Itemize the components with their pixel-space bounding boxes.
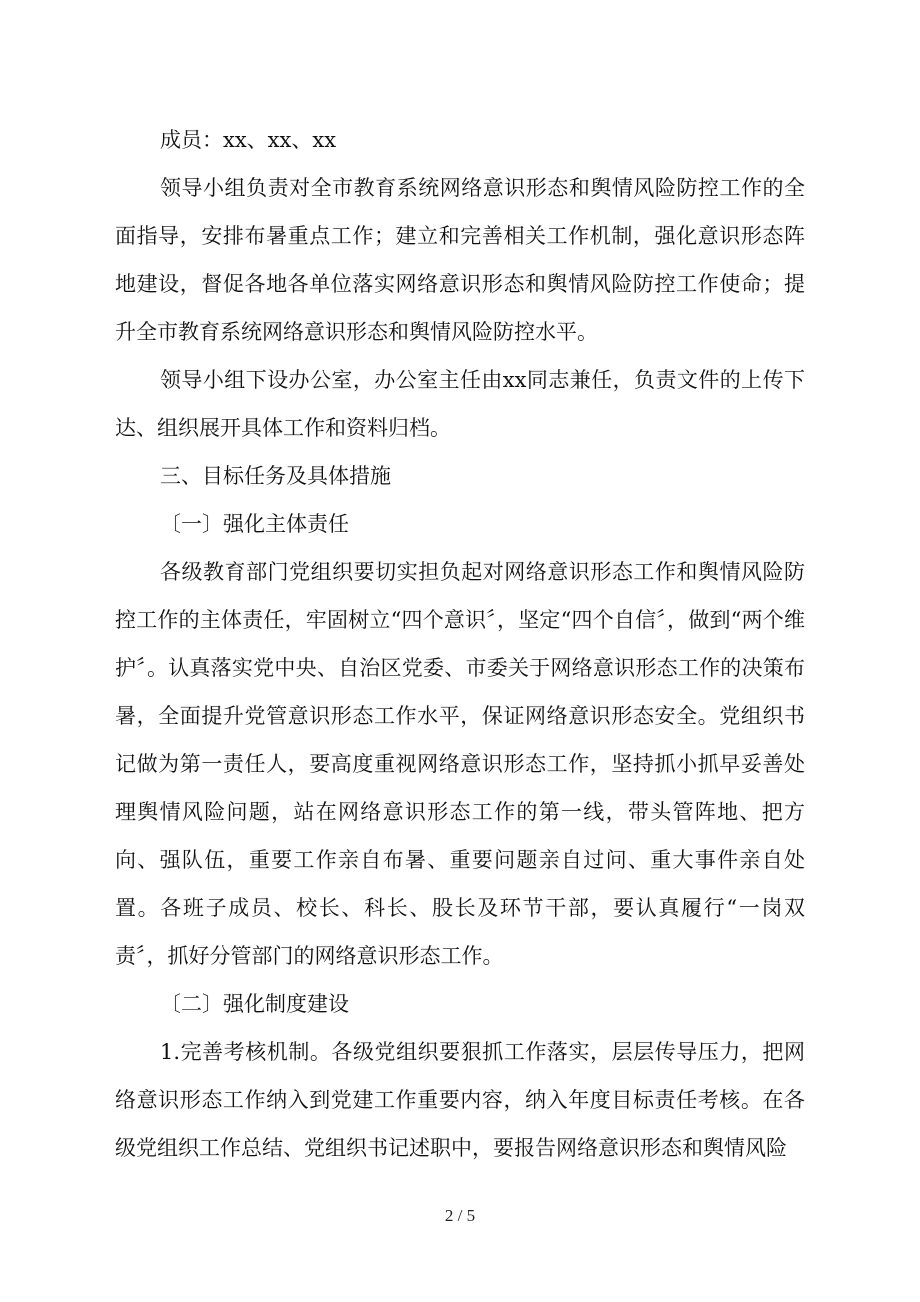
section-heading-3: 三、目标任务及具体措施	[160, 464, 391, 488]
subsection-heading-1: 〔一〕强化主体责任	[160, 512, 349, 536]
page-number: 2 / 5	[444, 1206, 476, 1225]
main-responsibility-paragraph: 各级教育部门党组织要切实担负起对网络意识形态工作和舆情风险防控工作的主体责任，牢固树立“四个意识〞，坚定“四个自信〞，做到“两个维护〞。认真落实党中央、自治区党委、市委关于网络意识形态工作的决策布暑，全面提升党管意识形态工作水平，保证网络意识形态安全。党组织书记做为第一责任人，要高度重视网络意识形态工作，坚持抓小抓早妥善处理舆情风险问题，站在网络意识形态工作的第一线，带头管阵地、把方向、强队伍，重要工作亲自布暑、重要问题亲自过问、重大事件亲自处置。各班子成员、校长、科长、股长及环节干部，要认真履行“一岗双责〞，抓好分管部门的网络意识形态工作。	[115, 560, 805, 968]
document-body	[115, 116, 805, 1172]
members-line: 成员：xx、xx、xx	[160, 128, 337, 152]
leadership-group-duties: 领导小组负责对全市教育系统网络意识形态和舆情风险防控工作的全面指导，安排布暑重点工作；建立和完善相关工作机制，强化意识形态阵地建设，督促各地各单位落实网络意识形态和舆情风险防控工作使命；提升全市教育系统网络意识形态和舆情风险防控水平。	[115, 176, 805, 344]
office-arrangement: 领导小组下设办公室，办公室主任由xx同志兼任，负责文件的上传下达、组织展开具体工作和资料归档。	[115, 368, 805, 440]
assessment-mechanism-paragraph: 1.完善考核机制。各级党组织要狠抓工作落实，层层传导压力，把网络意识形态工作纳入到党建工作重要内容，纳入年度目标责任考核。在各级党组织工作总结、党组织书记述职中，要报告网络意识形态和舆情风险	[115, 1040, 805, 1160]
subsection-heading-2: 〔二〕强化制度建设	[160, 992, 349, 1016]
